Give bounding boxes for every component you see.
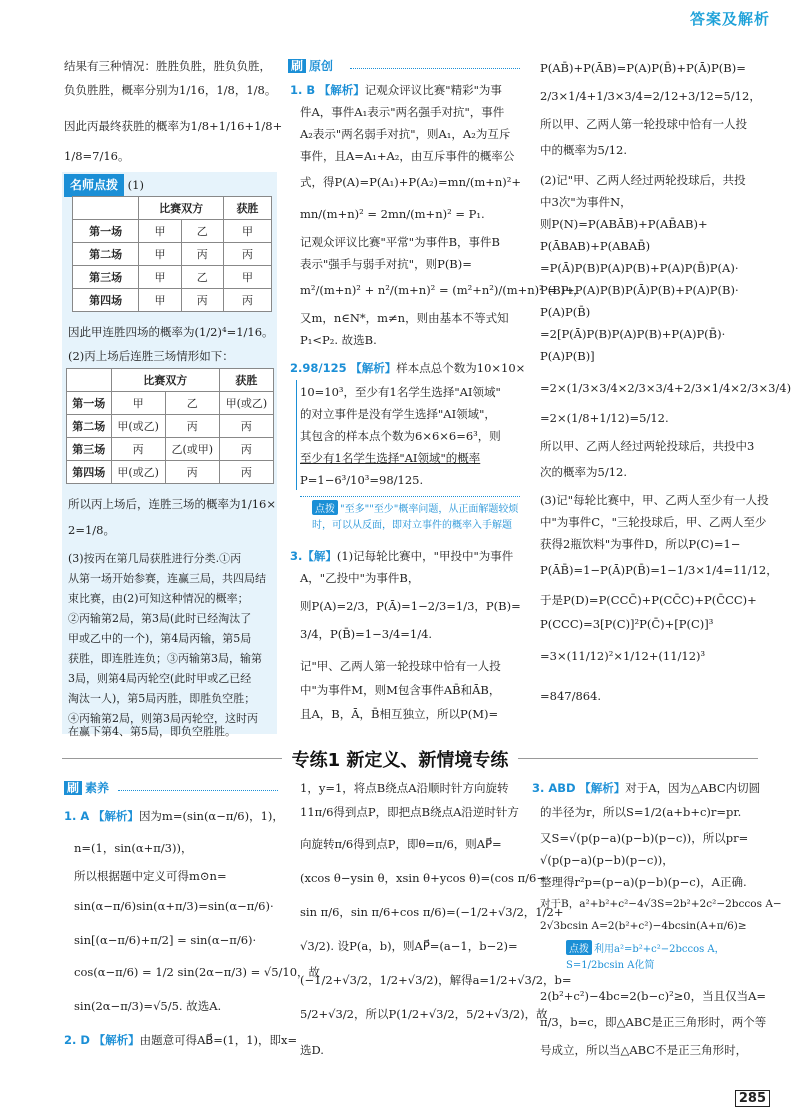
- text-line: 又m，n∈N*，m≠n，则由基本不等式知: [300, 311, 509, 325]
- table-cell: 第一场: [73, 220, 139, 243]
- tip-note: [566, 940, 766, 973]
- table-header: 获胜: [219, 369, 273, 392]
- analysis-tag: 【解析】: [579, 781, 626, 795]
- text-line: cos(α−π/6) = 1/2 sin(2α−π/3) = √5/10，故: [74, 965, 321, 979]
- text-line: 甲或乙中的一个)，第4局丙输，第5局: [68, 632, 252, 645]
- table-cell: 乙: [165, 392, 219, 415]
- table-cell: 甲: [139, 289, 181, 312]
- text-line: 号成立，所以当△ABC不是正三角形时，: [540, 1043, 748, 1057]
- table-header-row: [73, 197, 272, 220]
- mingshi-heading: [64, 174, 144, 197]
- text-line: 中的概率为5/12.: [540, 143, 627, 157]
- table-row: [73, 243, 272, 266]
- text-line: 记"甲、乙两人第一轮投球中恰有一人投: [300, 659, 501, 673]
- table-cell: 丙: [181, 243, 223, 266]
- text-line: P=1−6³/10³=98/125.: [300, 473, 424, 487]
- text-line: 则P(N)=P(ABĀB)+P(AB̄AB)+: [540, 217, 708, 231]
- text-line: 次的概率为5/12.: [540, 465, 627, 479]
- text-line: 1，y=1，将点B绕点A沿顺时针方向旋转: [300, 781, 509, 795]
- text-line: =2[P(Ā)P(B)P(A)P(B)+P(A)P(B̄)·: [540, 327, 726, 341]
- table-cell: 乙(或甲): [165, 438, 219, 461]
- answer-label: 1. B: [290, 83, 316, 97]
- text-line: 从第一场开始参赛，连赢三局，共四局结: [68, 572, 266, 585]
- table-cell: 甲: [223, 220, 271, 243]
- table-cell: 第二场: [67, 415, 112, 438]
- table-cell: 丙: [111, 438, 165, 461]
- text-line: sin(2α−π/3)=√5/5. 故选A.: [74, 999, 222, 1013]
- text-line: 5/2+√3/2，所以P(1/2+√3/2，5/2+√3/2)，故: [300, 1007, 548, 1021]
- table-header: 比赛双方: [111, 369, 219, 392]
- text-line: √3/2). 设P(a，b)，则AP⃗=(a−1，b−2)=: [300, 939, 518, 953]
- text-line: 所以丙上场后，连胜三场的概率为1/16×: [68, 497, 276, 511]
- analysis-tag: 【解析】: [92, 809, 139, 823]
- text-line: 1/8=7/16。: [64, 149, 130, 163]
- text-line: (−1/2+√3/2，1/2+√3/2)，解得a=1/2+√3/2，b=: [300, 973, 572, 987]
- table-cell: 第三场: [73, 266, 139, 289]
- table-row: [73, 289, 272, 312]
- text-line: 所以甲、乙两人第一轮投球中恰有一人投: [540, 117, 747, 131]
- section-title-sub: 素养: [85, 781, 110, 795]
- tip-text: "至多""至少"概率问题，从正面解题较烦时，可以从反面，即对立事件的概率入手解题: [312, 504, 519, 531]
- text-line: 选D.: [300, 1043, 324, 1057]
- text-line: 件A，事件A₁表示"两名强手对抗"，事件: [300, 105, 505, 119]
- text-line: 11π/6得到点P，即把点B绕点A沿逆时针方: [300, 805, 519, 819]
- text-line: [290, 80, 502, 101]
- text-line: =2×(1/3×3/4×2/3×3/4+2/3×1/4×2/3×3/4): [540, 381, 792, 395]
- table-cell: 甲(或乙): [111, 461, 165, 484]
- answer-label: 3. ABD: [532, 781, 576, 795]
- text-line: [64, 1030, 297, 1051]
- section-heading: [64, 778, 109, 799]
- answer-label: 3.: [290, 549, 303, 563]
- table-cell: 甲: [223, 266, 271, 289]
- text-line: √(p(p−a)(p−b)(p−c))，: [540, 853, 674, 867]
- text-line: 表示"强手与弱手对抗"，则P(B)=: [300, 257, 472, 271]
- text-line: [64, 806, 284, 827]
- text-line: 且A，B，Ā，B̄相互独立，所以P(M)=: [300, 707, 499, 721]
- tip-note: [312, 500, 522, 533]
- table-cell: 丙: [165, 415, 219, 438]
- text-line: =847/864.: [540, 689, 602, 703]
- text-span: 样本点总个数为10×10×: [396, 361, 526, 375]
- text-line: (2)丙上场后连胜三场情形如下：: [68, 349, 234, 363]
- divider: [118, 790, 278, 791]
- tip-text: 利用a²=b²+c²−2bccos A，S=1/2bcsin A化简: [566, 944, 725, 971]
- highlight-bar: [296, 380, 297, 490]
- text-line: 获得2瓶饮料"为事件D，所以P(C)=1−: [540, 537, 741, 551]
- text-line: =3×(11/12)²×1/12+(11/12)³: [540, 649, 706, 663]
- table-cell: 丙: [181, 289, 223, 312]
- text-line: sin π/6，sin π/6+cos π/6)=(−1/2+√3/2，1/2+: [300, 905, 564, 919]
- text-line: 对于B，a²+b²+c²−4√3S=2b²+2c²−2bccos A−: [540, 898, 782, 910]
- text-span: 由题意可得AB⃗=(1，1)，即x=: [139, 1033, 298, 1047]
- table-cell: 第四场: [73, 289, 139, 312]
- text-line: P(B)+P(A)P(B)P(Ā)P(B)+P(A)P(B)·: [540, 283, 739, 297]
- text-line: 所以甲、乙两人经过两轮投球后，共投中3: [540, 439, 755, 453]
- table-cell: 甲(或乙): [219, 392, 273, 415]
- table-cell: 乙: [181, 266, 223, 289]
- table-cell: 乙: [181, 220, 223, 243]
- text-span: 记观众评议比赛"精彩"为事: [364, 83, 502, 97]
- table-cell: 丙: [219, 415, 273, 438]
- text-line: (2)记"甲、乙两人经过两轮投球后，共投: [540, 173, 746, 187]
- page-number: 285: [735, 1090, 770, 1107]
- text-line: 10=10³，至少有1名学生选择"AI领域": [300, 385, 501, 399]
- table-row: [67, 461, 274, 484]
- table-cell: 第四场: [67, 461, 112, 484]
- text-line: P(A)P(B)]: [540, 349, 595, 363]
- table-cell: [67, 369, 112, 392]
- text-line: 中3次"为事件N，: [540, 195, 632, 209]
- answer-label: 1. A: [64, 809, 90, 823]
- table-cell: 甲: [139, 220, 181, 243]
- analysis-tag: 【解析】: [350, 361, 397, 375]
- tip-label: 点拨: [566, 940, 592, 955]
- text-line: 的对立事件是没有学生选择"AI领域"，: [300, 407, 496, 421]
- text-line: 在赢下第4、第5局，即负空胜胜。: [68, 725, 236, 738]
- table-cell: 丙: [223, 289, 271, 312]
- section-title: 专练1 新定义、新情境专练: [291, 750, 509, 771]
- text-line: 于是P(D)=P(CCC̄)+P(CC̄C)+P(C̄CC)+: [540, 593, 757, 607]
- text-line: 中"为事件C，"三轮投球后，甲、乙两人至少: [540, 515, 767, 529]
- text-line: 2√3bcsin A=2(b²+c²)−4bcsin(A+π/6)≥: [540, 920, 747, 932]
- divider: [300, 496, 520, 497]
- text-line: sin(α−π/6)sin(α+π/3)=sin(α−π/6)·: [74, 899, 274, 913]
- text-span: (1)记每轮比赛中，"甲投中"为事件: [336, 549, 514, 563]
- text-line: [532, 778, 760, 799]
- text-line: ②丙输第2局，第3局(此时已经淘汰了: [68, 612, 252, 625]
- text-line: 3局，则第4局丙轮空(此时甲或乙已经: [68, 672, 252, 685]
- text-line: 2(b²+c²)−4bc=2(b−c)²≥0，当且仅当A=: [540, 989, 767, 1003]
- table-row: [73, 220, 272, 243]
- text-line: 获胜，即连胜连负；③丙输第3局，输第: [68, 652, 262, 665]
- table-cell: 丙: [165, 461, 219, 484]
- text-line: 中"为事件M，则M包含事件AB̄和ĀB，: [300, 683, 501, 697]
- table-header-row: [67, 369, 274, 392]
- text-line: 记观众评议比赛"平常"为事件B，事件B: [300, 235, 500, 249]
- text-line: =2×(1/8+1/12)=5/12.: [540, 411, 669, 425]
- text-line: P(ĀBAB)+P(ABAB̄): [540, 239, 651, 253]
- text-line: ④丙输第2局，则第3局丙轮空，这时丙: [68, 712, 258, 725]
- text-line: 结果有三种情况：胜胜负胜，胜负负胜，: [64, 59, 271, 73]
- table-cell: 甲: [111, 392, 165, 415]
- text-line: 其包含的样本点个数为6×6×6=6³，则: [300, 429, 501, 443]
- text-line: 淘汰一人)，第5局丙胜，即胜负空胜；: [68, 692, 256, 705]
- table-cell: 丙: [223, 243, 271, 266]
- table-1: [72, 196, 272, 312]
- text-line: P(A)P(B̄): [540, 305, 591, 319]
- text-line: P(CCC)=3[P(C)]²P(C̄)+[P(C)]³: [540, 617, 714, 631]
- text-span: 因为m=(sin(α−π/6)，1)，: [138, 809, 284, 823]
- table-cell: 第一场: [67, 392, 112, 415]
- text-line: P₁<P₂. 故选B.: [300, 333, 377, 347]
- answer-label: 2.: [290, 361, 303, 375]
- text-line: mn/(m+n)² = 2mn/(m+n)² = P₁.: [300, 207, 485, 221]
- table-2: [66, 368, 274, 484]
- text-line: 负负胜胜，概率分别为1/16，1/8，1/8。: [64, 83, 277, 97]
- text-line: m²/(m+n)² + n²/(m+n)² = (m²+n²)/(m+n)² = P₂，: [300, 283, 585, 297]
- analysis-tag: 【解析】: [93, 1033, 140, 1047]
- answer-value: 98/125: [302, 361, 347, 375]
- table-cell: 丙: [219, 461, 273, 484]
- text-line: sin[(α−π/6)+π/2] = sin(α−π/6)·: [74, 933, 257, 947]
- table-cell: 甲: [139, 266, 181, 289]
- text-line: 整理得r²p=(p−a)(p−b)(p−c)，A正确.: [540, 875, 747, 889]
- text-line: n=(1，sin(α+π/3))，: [74, 841, 193, 855]
- text-line: 因此丙最终获胜的概率为1/8+1/16+1/8+: [64, 119, 283, 133]
- text-line: 向旋转π/6得到点P，即θ=π/6，则AP⃗=: [300, 837, 502, 851]
- divider: [350, 68, 520, 69]
- table-row: [67, 392, 274, 415]
- table-cell: [73, 197, 139, 220]
- analysis-tag: 【解】: [302, 549, 337, 563]
- text-line: 至少有1名学生选择"AI领域"的概率: [300, 451, 481, 465]
- table-header: 获胜: [223, 197, 271, 220]
- mingshi-num: (1): [127, 178, 144, 192]
- text-line: 因此甲连胜四场的概率为(1/2)⁴=1/16。: [68, 325, 274, 339]
- page-header: 答案及解析: [689, 10, 770, 28]
- text-line: P(ĀB̄)=1−P(Ā)P(B̄)=1−1/3×1/4=11/12，: [540, 563, 778, 577]
- section-heading: [288, 56, 333, 77]
- table-cell: 甲(或乙): [111, 415, 165, 438]
- text-line: (3)记"每轮比赛中，甲、乙两人至少有一人投: [540, 493, 769, 507]
- text-line: 又S=√(p(p−a)(p−b)(p−c))，所以pr=: [540, 831, 749, 845]
- section-badge: 刷: [64, 781, 82, 795]
- text-line: 所以根据题中定义可得m⊙n=: [74, 869, 227, 883]
- text-line: (3)按丙在第几局获胜进行分类.①丙: [68, 552, 242, 565]
- text-line: 则P(A)=2/3，P(Ā)=1−2/3=1/3，P(B)=: [300, 599, 521, 613]
- table-header: 比赛双方: [139, 197, 224, 220]
- text-line: 束比赛，由(2)可知这种情况的概率；: [68, 592, 249, 605]
- text-line: A₂表示"两名弱手对抗"，则A₁，A₂为互斥: [300, 127, 511, 141]
- table-row: [73, 266, 272, 289]
- table-cell: 丙: [219, 438, 273, 461]
- text-line: 式，得P(A)=P(A₁)+P(A₂)=mn/(m+n)²+: [300, 175, 522, 189]
- text-line: [290, 358, 525, 379]
- table-cell: 第三场: [67, 438, 112, 461]
- text-line: 2/3×1/4+1/3×3/4=2/12+3/12=5/12，: [540, 89, 761, 103]
- text-line: P(AB̄)+P(ĀB)=P(A)P(B̄)+P(Ā)P(B)=: [540, 61, 746, 75]
- text-line: 事件，且A=A₁+A₂，由互斥事件的概率公: [300, 149, 515, 163]
- section-badge: 刷: [288, 59, 306, 73]
- text-line: 2=1/8。: [68, 523, 115, 537]
- mingshi-label: 名师点拨: [64, 174, 124, 197]
- table-cell: 第二场: [73, 243, 139, 266]
- section-title: 原创: [309, 59, 334, 73]
- text-line: A，"乙投中"为事件B，: [300, 571, 420, 585]
- text-line: [290, 546, 513, 567]
- answer-label: 2. D: [64, 1033, 90, 1047]
- text-line: 的半径为r，所以S=1/2(a+b+c)r=pr.: [540, 805, 742, 819]
- text-line: =P(Ā)P(B)P(A)P(B)+P(A)P(B̄)P(A)·: [540, 261, 739, 275]
- text-line: (xcos θ−ysin θ，xsin θ+ycos θ)=(cos π/6−: [300, 871, 546, 885]
- text-line: 3/4，P(B̄)=1−3/4=1/4.: [300, 627, 433, 641]
- table-cell: 甲: [139, 243, 181, 266]
- text-line: π/3，b=c，即△ABC是正三角形时，两个等: [540, 1015, 767, 1029]
- table-row: [67, 438, 274, 461]
- analysis-tag: 【解析】: [318, 83, 365, 97]
- text-span: 对于A，因为△ABC内切圆: [625, 781, 761, 795]
- tip-label: 点拨: [312, 500, 338, 515]
- table-row: [67, 415, 274, 438]
